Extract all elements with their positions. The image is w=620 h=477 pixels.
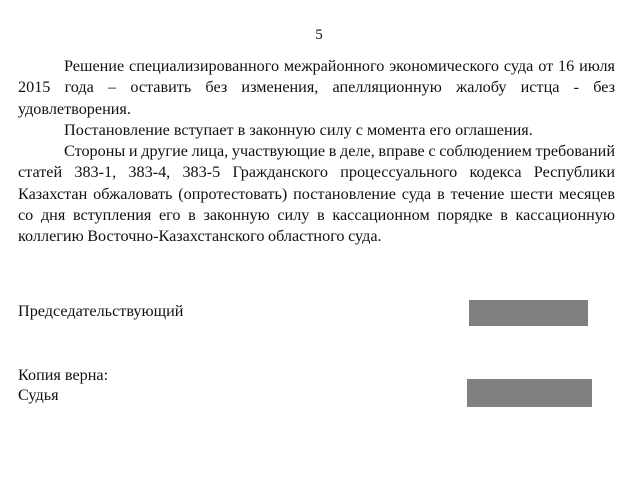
redacted-signature-judge [467,379,592,407]
redacted-signature-presiding [469,300,588,326]
document-body [18,56,615,248]
paragraph-appeal-rights: Стороны и другие лица, участвующие в деле, вправе с соблюдением требований статей 383-1, 383-4, 383-5 Гражданского процессуального кодекса Республики Казахстан обжаловать (опротестовать) постановление суда в течение шести месяцев со дня вступления его в законную силу в кассационном порядке в кассационную коллегию Восточно-Казахстанского областного суда. [18,142,615,246]
paragraph-effective: Постановление вступает в законную силу с момента его оглашения. [64,120,533,139]
judge-label: Судья [18,386,59,404]
paragraph-decision: Решение специализированного межрайонного экономического суда от 16 июля 2015 года – оставить без изменения, апелляционную жалобу истца - без удовлетворения. [18,57,615,118]
presiding-judge-label: Председательствующий [18,302,184,320]
page-number: 5 [315,27,323,43]
copy-certified-label: Копия верна: [18,366,109,384]
